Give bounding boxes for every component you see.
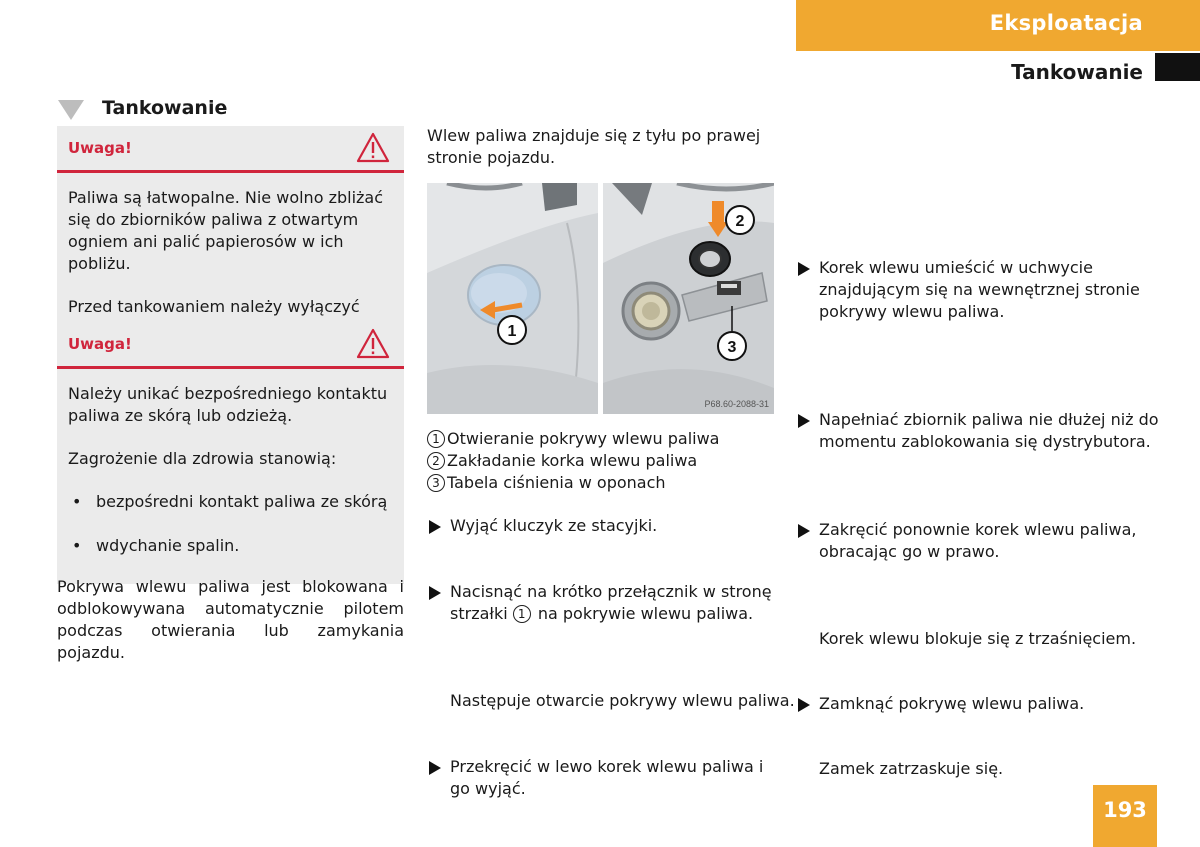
- step-result: [796, 758, 1167, 780]
- triangle-right-icon: [798, 524, 810, 538]
- triangle-right-icon: [429, 761, 441, 775]
- chapter-title: Eksploatacja: [989, 11, 1143, 35]
- warning-list: [68, 491, 393, 557]
- number-circle-icon: 1: [513, 605, 531, 623]
- step-text: Korek wlewu umieścić w uchwycie znajdującym się na wewnętrznej stronie pokrywy wlewu paliwa.: [819, 258, 1140, 321]
- step-item: [427, 515, 780, 537]
- step-text: Nacisnąć na krótko przełącznik w stronę strzałki: [450, 582, 772, 623]
- section-header: Tankowanie: [1011, 60, 1143, 84]
- number-circle-icon: 1: [427, 430, 445, 448]
- step-text: Przekręcić w lewo korek wlewu paliwa i go wyjąć.: [450, 757, 764, 798]
- triangle-right-icon: [798, 698, 810, 712]
- triangle-right-icon: [798, 262, 810, 276]
- warning-body: [57, 369, 404, 584]
- warning-header: [57, 126, 404, 173]
- step-item: [796, 257, 1167, 323]
- callout-2: 2: [735, 213, 745, 230]
- warning-triangle-icon: [356, 132, 390, 163]
- step-text: na pokrywie wlewu paliwa.: [537, 604, 754, 623]
- result-text: Korek wlewu blokuje się z trzaśnięciem.: [819, 629, 1137, 648]
- step-text: Wyjąć kluczyk ze stacyjki.: [450, 516, 658, 535]
- warning-header: [57, 322, 404, 369]
- fuel-filler-illustration: [427, 183, 774, 414]
- step-result: [796, 628, 1167, 650]
- triangle-down-icon: [58, 100, 84, 120]
- legend-item: [427, 472, 775, 494]
- triangle-right-icon: [798, 414, 810, 428]
- main-heading: Tankowanie: [102, 97, 228, 119]
- step-result: [427, 690, 798, 712]
- triangle-right-icon: [429, 586, 441, 600]
- lock-info-paragraph: Pokrywa wlewu paliwa jest blokowana i odblokowywana automatycznie pilotem podczas otwierania lub zamykania pojazdu.: [57, 577, 404, 662]
- figure-code: P68.60-2088-31: [704, 399, 769, 409]
- number-circle-icon: 3: [427, 474, 445, 492]
- figure-legend: [427, 428, 775, 494]
- step-item: [427, 756, 770, 800]
- legend-text: Otwieranie pokrywy wlewu paliwa: [447, 429, 720, 448]
- list-item: • bezpośredni kontakt paliwa ze skórą: [68, 491, 393, 513]
- number-circle-icon: 2: [427, 452, 445, 470]
- step-text: Zakręcić ponownie korek wlewu paliwa, obracając go w prawo.: [819, 520, 1137, 561]
- callout-1: 1: [507, 323, 517, 340]
- list-item: • wdychanie spalin.: [68, 535, 393, 557]
- step-item: [796, 693, 1167, 715]
- warning-box-2: [57, 322, 404, 584]
- step-item: [427, 581, 780, 625]
- step-text: Napełniać zbiornik paliwa nie dłużej niż do momentu zablokowania się dystrybutora.: [819, 410, 1159, 451]
- step-item: [796, 409, 1167, 453]
- header-marker: [1155, 53, 1200, 81]
- warning-label: Uwaga!: [68, 335, 132, 353]
- warning-text: Przed tankowaniem należy wyłączyć: [68, 297, 360, 316]
- step-text: Zamknąć pokrywę wlewu paliwa.: [819, 694, 1085, 713]
- page-number: 193: [1103, 798, 1147, 822]
- legend-item: [427, 428, 775, 450]
- triangle-right-icon: [429, 520, 441, 534]
- result-text: Następuje otwarcie pokrywy wlewu paliwa.: [450, 691, 795, 710]
- warning-text: Zagrożenie dla zdrowia stanowią:: [68, 449, 337, 468]
- warning-triangle-icon: [356, 328, 390, 359]
- legend-text: Zakładanie korka wlewu paliwa: [447, 451, 698, 470]
- callout-3: 3: [727, 339, 737, 356]
- legend-item: [427, 450, 775, 472]
- warning-text: Należy unikać bezpośredniego kontaktu paliwa ze skórą lub odzieżą.: [68, 384, 388, 425]
- warning-text: Paliwa są łatwopalne. Nie wolno zbliżać się do zbiorników paliwa z otwartym ogniem ani palić papierosów w ich pobliżu.: [68, 188, 384, 273]
- intro-paragraph: Wlew paliwa znajduje się z tyłu po prawej stronie pojazdu.: [427, 126, 761, 167]
- result-text: Zamek zatrzaskuje się.: [819, 759, 1004, 778]
- step-item: [796, 519, 1167, 563]
- legend-text: Tabela ciśnienia w oponach: [447, 473, 666, 492]
- warning-label: Uwaga!: [68, 139, 132, 157]
